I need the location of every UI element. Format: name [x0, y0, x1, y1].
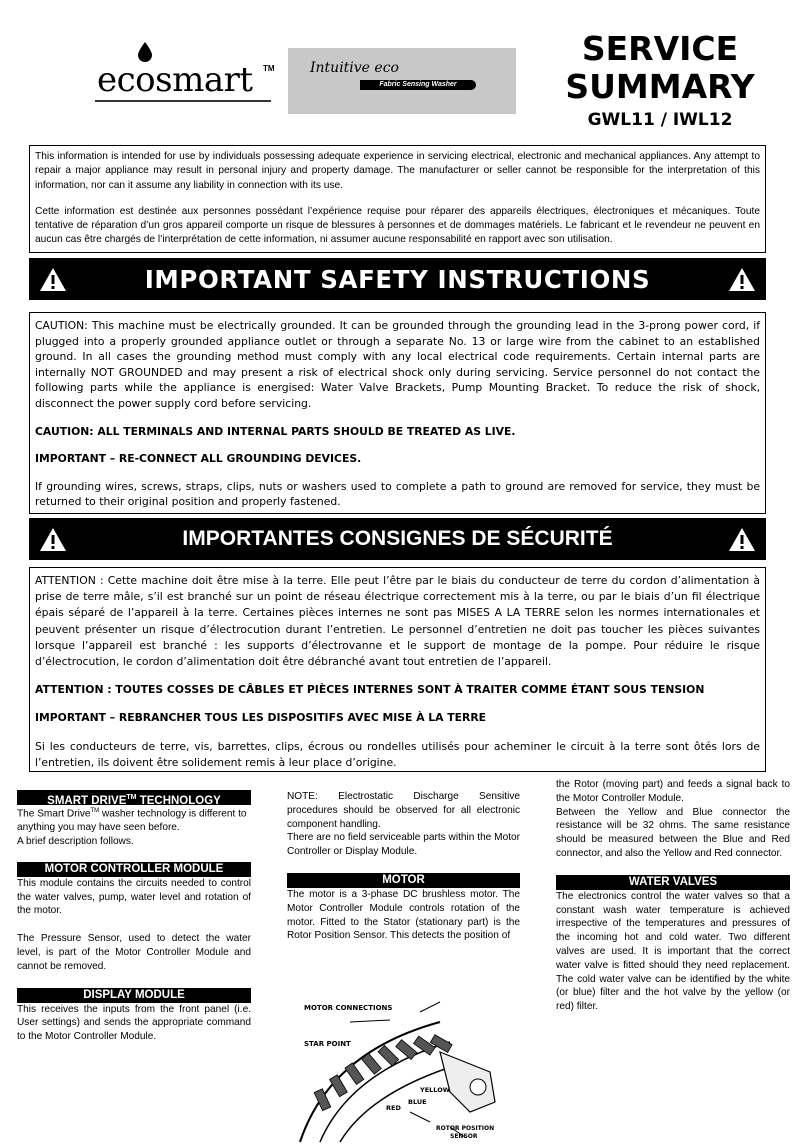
water-valves-heading: WATER VALVES	[556, 875, 790, 890]
safety-banner-en	[29, 258, 766, 300]
motor-cont-p2: Between the Yellow and Blue connector the resistance will be 32 ohms. The same resistance should be measured between the Blue and Red connector, and also the Yellow and Red connector.	[556, 806, 790, 859]
smart-drive-heading-tm: TM	[126, 794, 137, 801]
title-line-2: SUMMARY	[565, 67, 755, 106]
diagram-label-red: RED	[386, 1104, 401, 1112]
smart-drive-body	[17, 805, 251, 835]
diagram-label-blue: BLUE	[408, 1098, 427, 1106]
diagram-label-star-point: STAR POINT	[304, 1040, 351, 1048]
note-p1: NOTE: Electrostatic Discharge Sensitive procedures should be observed for all electronic component handling.	[287, 791, 520, 830]
logo-underline	[95, 100, 271, 102]
motor-controller-p2: The Pressure Sensor, used to detect the water level, is part of the Motor Controller Module and cannot be removed.	[17, 933, 251, 972]
model-numbers: GWL11 / IWL12	[587, 110, 733, 130]
motor-stator-diagram	[290, 962, 516, 1143]
smart-drive-body-2: A brief description follows.	[17, 835, 134, 847]
ecosmart-logo-text: ecosmart	[97, 60, 253, 100]
warning-icon	[728, 527, 756, 552]
smart-drive-body-tm: TM	[90, 808, 100, 814]
safety-fr-rebrancher: IMPORTANT – REBRANCHER TOUS LES DISPOSITIFS AVEC MISE À LA TERRE	[35, 711, 487, 725]
safety-fr-attention: ATTENTION : Cette machine doit être mise à la terre. Elle peut l’être par le biais du conducteur de terre du cordon d’alimentation à prise de terre mâle, s’il est branché sur un point de réseau électrique correctement mis à la terre, ou par le biais d’un fil électrique épais séparé de l’appareil à la terre. Certaines pièces internes ne sont pas MISES A LA TERRE selon les normes internationales et peuvent présenter un risque d’électrocution durant l’entretien. Le personnel d’entretien ne doit pas toucher les pièces suivantes lorsque l’appareil est branché : les supports d’électrovanne et le support de montage de la pompe. Pour réduire le risque d’électrocution, le cordon d’alimentation doit être débranché avant tout entretien de l’appareil.	[35, 574, 760, 669]
disclaimer-box	[29, 145, 766, 253]
motor-heading: MOTOR	[287, 873, 520, 888]
warning-icon	[39, 527, 67, 552]
safety-fr-conducteurs: Si les conducteurs de terre, vis, barrettes, clips, écrous ou rondelles utilisés pour acheminer le circuit à la terre sont ôtés lors de l’entretien, ils doivent être solidement remis à leur place d’origine.	[35, 739, 760, 769]
motor-p1: The motor is a 3-phase DC brushless motor. The Motor Controller Module controls rotation of the motor. Fitted to the Stator (stationary part) is the Rotor Position Sensor. This detects the position of	[287, 888, 520, 942]
intuitive-logo-script: Intuitive eco	[310, 60, 399, 76]
safety-instructions-fr	[29, 567, 766, 772]
ecosmart-tm: TM	[263, 64, 275, 73]
safety-en-grounding: If grounding wires, screws, straps, clips, nuts or washers used to complete a path to ground are removed for service, they must be returned to their original position and properly fastened.	[35, 479, 760, 509]
motor-controller-heading: MOTOR CONTROLLER MODULE	[17, 862, 251, 877]
intuitive-eco-logo	[288, 48, 516, 114]
smart-drive-heading-suffix: TECHNOLOGY	[136, 794, 221, 807]
safety-banner-fr-text: IMPORTANTES CONSIGNES DE SÉCURITÉ	[182, 527, 613, 550]
diagram-label-sensor: SENSOR	[450, 1133, 478, 1140]
note-p2: There are no field serviceable parts within the Motor Controller or Display Module.	[287, 832, 520, 858]
water-valves-p1: The electronics control the water valves so that a constant wash water temperature is achieved irrespective of the temperatures and pressures of the incoming hot and cold water. Two different valves are used. It is important that the correct water valve is fitted should they need replacement. The cold water valve can be identified by the white (or blue) filter and the hot valve by the yellow (or red) filter.	[556, 890, 790, 1013]
page-title	[540, 30, 780, 106]
warning-icon	[39, 267, 67, 292]
warning-icon	[728, 267, 756, 292]
safety-en-caution: CAUTION: This machine must be electrically grounded. It can be grounded through the grounding lead in the 3-prong power cord, if plugged into a properly grounded appliance outlet or through a separate No. 13 or large wire from the cabinet to an established ground. In all cases the grounding method must comply with any local electrical code requirements. Certain internal parts are internally NOT GROUNDED and may present a risk of electrical shock only during servicing. Service personnel do not contact the following parts while the appliance is energised: Water Valve Brackets, Pump Mounting Bracket. To reduce the risk of shock, disconnect the power supply cord before servicing.	[35, 319, 760, 410]
diagram-label-rotor-position: ROTOR POSITION	[436, 1125, 495, 1132]
intuitive-logo-tagline: Fabric Sensing Washer	[360, 80, 476, 90]
safety-en-reconnect: IMPORTANT – RE-CONNECT ALL GROUNDING DEVICES.	[35, 452, 362, 466]
ecosmart-logo	[95, 42, 275, 106]
motor-cont-p1: the Rotor (moving part) and feeds a signal back to the Motor Controller Module.	[556, 779, 790, 804]
stator-illustration	[290, 962, 516, 1143]
smart-drive-heading-text: SMART DRIVE	[47, 794, 127, 807]
safety-instructions-en	[29, 312, 766, 514]
motor-controller-p1: This module contains the circuits needed to control the water valves, pump, water level and rotation of the motor.	[17, 877, 251, 917]
diagram-label-motor-connections: MOTOR CONNECTIONS	[304, 1004, 393, 1012]
safety-banner-fr	[29, 518, 766, 560]
disclaimer-fr: Cette information est destinée aux personnes possédant l’expérience requise pour réparer des appareils électriques, électroniques et mécaniques. Toute tentative de réparation d’un gros appareil comporte un risque de blessures à personnes et de dommages matériels. Le fabricant et le revendeur ne peuvent en aucun cas être chargés de l’interprétation de cette information, ni assumer aucune responsabilité en rapport avec son utilisation.	[35, 205, 760, 246]
safety-en-terminals: CAUTION: ALL TERMINALS AND INTERNAL PARTS SHOULD BE TREATED AS LIVE.	[35, 424, 516, 438]
smart-drive-body-suffix: washer technology is different to anything you may have seen before.	[17, 808, 247, 834]
smart-drive-heading	[17, 790, 251, 805]
display-module-p1: This receives the inputs from the front panel (i.e. User settings) and sends the appropriate command to the Motor Controller Module.	[17, 1003, 251, 1043]
disclaimer-en: This information is intended for use by individuals possessing adequate experience in servicing electrical, electronic and mechanical appliances. Any attempt to repair a major appliance may result in personal injury and property damage. The manufacturer or seller cannot be responsible for the interpretation of this information, nor can it assume any liability in connection with its use.	[35, 151, 760, 191]
column-2	[287, 790, 520, 943]
water-drop-icon	[137, 42, 153, 62]
safety-fr-cosses: ATTENTION : TOUTES COSSES DE CÂBLES ET PIÈCES INTERNES SONT À TRAITER COMME ÉTANT SOUS TENSION	[35, 683, 705, 697]
safety-banner-en-text: IMPORTANT SAFETY INSTRUCTIONS	[144, 264, 651, 294]
display-module-heading: DISPLAY MODULE	[17, 988, 251, 1003]
title-line-1: SERVICE	[581, 29, 739, 68]
diagram-label-yellow: YELLOW	[420, 1086, 450, 1094]
smart-drive-body-text: The Smart Drive	[17, 808, 91, 820]
column-1	[17, 790, 251, 1044]
column-3	[556, 778, 790, 1014]
